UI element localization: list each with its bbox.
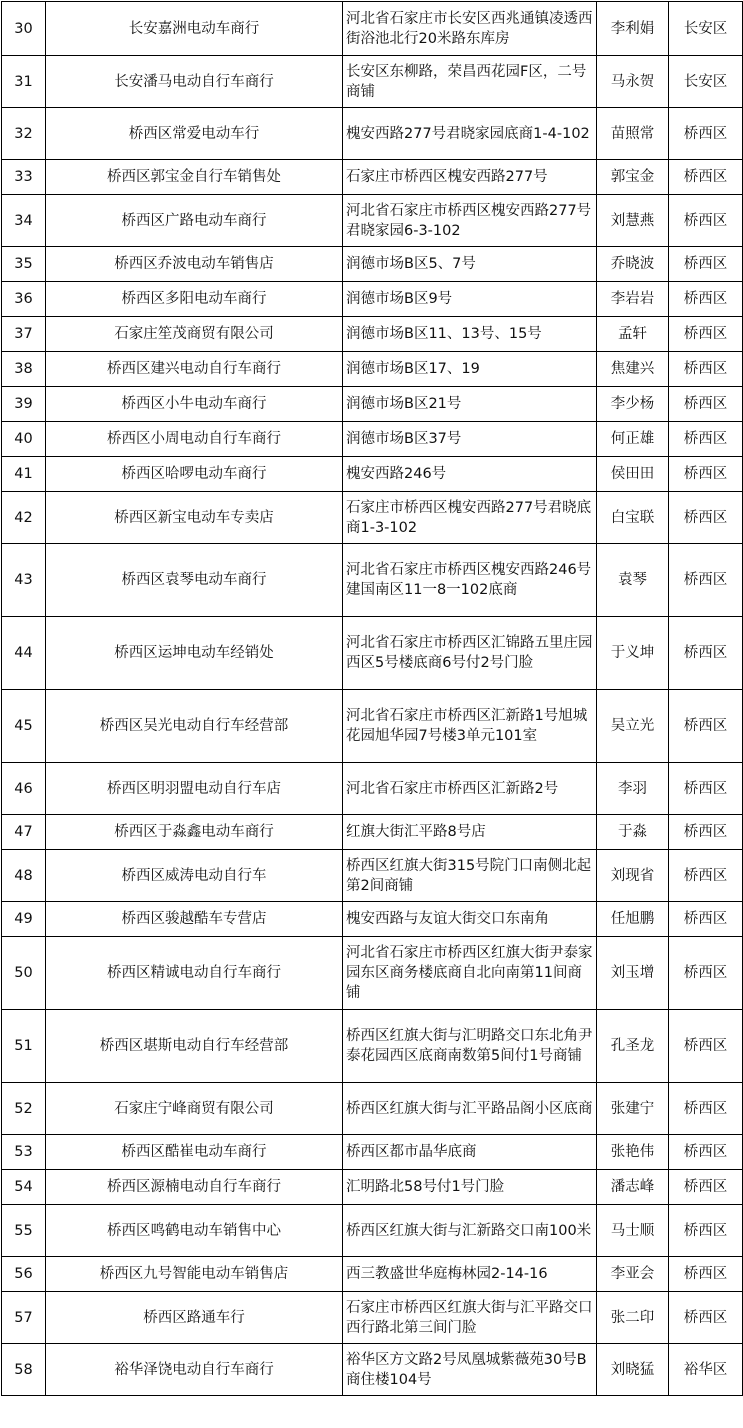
- district: 桥西区: [669, 195, 743, 247]
- row-number: 35: [2, 247, 46, 282]
- contact-person: 吴立光: [597, 690, 669, 763]
- shop-name: 长安潘马电动自行车商行: [46, 56, 343, 108]
- table-row: [2, 317, 743, 352]
- table-row: [2, 352, 743, 387]
- contact-person: 任旭鹏: [597, 902, 669, 937]
- shop-address: 河北省石家庄市桥西区槐安西路246号建国南区11一8一102底商: [343, 544, 597, 617]
- shop-name: 桥西区新宝电动车专卖店: [46, 492, 343, 544]
- contact-person: 孟轩: [597, 317, 669, 352]
- shop-name: 桥西区鸣鹤电动车销售中心: [46, 1205, 343, 1257]
- shop-name: 桥西区骏越酷车专营店: [46, 902, 343, 937]
- row-number: 44: [2, 617, 46, 690]
- table-row: [2, 763, 743, 815]
- row-number: 55: [2, 1205, 46, 1257]
- shop-address: 河北省石家庄市桥西区槐安西路277号君晓家园6-3-102: [343, 195, 597, 247]
- row-number: 45: [2, 690, 46, 763]
- table-row: [2, 850, 743, 902]
- table-row: [2, 1170, 743, 1205]
- district: 桥西区: [669, 850, 743, 902]
- district: 桥西区: [669, 937, 743, 1010]
- contact-person: 刘玉增: [597, 937, 669, 1010]
- table-row: [2, 1010, 743, 1083]
- contact-person: 乔晓波: [597, 247, 669, 282]
- district: 桥西区: [669, 317, 743, 352]
- row-number: 42: [2, 492, 46, 544]
- shop-address: 桥西区红旗大街与汇平路品阁小区底商: [343, 1083, 597, 1135]
- table-row: [2, 937, 743, 1010]
- shop-address: 桥西区都市晶华底商: [343, 1135, 597, 1170]
- district: 桥西区: [669, 387, 743, 422]
- shop-name: 桥西区哈啰电动车商行: [46, 457, 343, 492]
- shop-name: 裕华泽饶电动自行车商行: [46, 1344, 343, 1396]
- table-row: [2, 195, 743, 247]
- shop-address: 石家庄市桥西区槐安西路277号: [343, 160, 597, 195]
- shop-address: 西三教盛世华庭梅林园2-14-16: [343, 1257, 597, 1292]
- district: 桥西区: [669, 902, 743, 937]
- shop-address: 桥西区红旗大街与汇新路交口南100米: [343, 1205, 597, 1257]
- table-row: [2, 902, 743, 937]
- row-number: 36: [2, 282, 46, 317]
- shop-name: 桥西区乔波电动车销售店: [46, 247, 343, 282]
- row-number: 32: [2, 108, 46, 160]
- row-number: 38: [2, 352, 46, 387]
- row-number: 41: [2, 457, 46, 492]
- row-number: 37: [2, 317, 46, 352]
- contact-person: 孔圣龙: [597, 1010, 669, 1083]
- shop-address: 槐安西路246号: [343, 457, 597, 492]
- district: 桥西区: [669, 1083, 743, 1135]
- table-row: [2, 1205, 743, 1257]
- district: 桥西区: [669, 1170, 743, 1205]
- shop-name: 桥西区威涛电动自行车: [46, 850, 343, 902]
- shop-address: 汇明路北58号付1号门脸: [343, 1170, 597, 1205]
- shop-name: 桥西区于淼鑫电动车商行: [46, 815, 343, 850]
- contact-person: 白宝联: [597, 492, 669, 544]
- row-number: 51: [2, 1010, 46, 1083]
- table-body: [2, 2, 743, 1396]
- district: 桥西区: [669, 1257, 743, 1292]
- row-number: 53: [2, 1135, 46, 1170]
- contact-person: 张建宁: [597, 1083, 669, 1135]
- table-row: [2, 160, 743, 195]
- district: 桥西区: [669, 763, 743, 815]
- contact-person: 刘慧燕: [597, 195, 669, 247]
- row-number: 49: [2, 902, 46, 937]
- row-number: 48: [2, 850, 46, 902]
- shop-address: 润德市场B区21号: [343, 387, 597, 422]
- contact-person: 于义坤: [597, 617, 669, 690]
- row-number: 54: [2, 1170, 46, 1205]
- shop-address: 河北省石家庄市长安区西兆通镇凌透西街浴池北行20米路东库房: [343, 2, 597, 56]
- row-number: 57: [2, 1292, 46, 1344]
- shop-name: 桥西区广路电动车商行: [46, 195, 343, 247]
- district: 桥西区: [669, 108, 743, 160]
- table-row: [2, 457, 743, 492]
- row-number: 40: [2, 422, 46, 457]
- contact-person: 李岩岩: [597, 282, 669, 317]
- table-row: [2, 815, 743, 850]
- shop-name: 桥西区堪斯电动自行车经营部: [46, 1010, 343, 1083]
- table-row: [2, 1135, 743, 1170]
- shop-name: 桥西区源楠电动自行车商行: [46, 1170, 343, 1205]
- shop-name: 桥西区路通车行: [46, 1292, 343, 1344]
- shop-name: 桥西区常爱电动车行: [46, 108, 343, 160]
- shop-name: 桥西区吴光电动自行车经营部: [46, 690, 343, 763]
- district: 长安区: [669, 56, 743, 108]
- contact-person: 张二印: [597, 1292, 669, 1344]
- shop-address: 润德市场B区17、19: [343, 352, 597, 387]
- shop-name: 桥西区小周电动自行车商行: [46, 422, 343, 457]
- shop-address: 裕华区方文路2号凤凰城紫薇苑30号B商住楼104号: [343, 1344, 597, 1396]
- row-number: 43: [2, 544, 46, 617]
- row-number: 46: [2, 763, 46, 815]
- shop-address: 桥西区红旗大街与汇明路交口东北角尹泰花园西区底商南数第5间付1号商铺: [343, 1010, 597, 1083]
- contact-person: 何正雄: [597, 422, 669, 457]
- shop-address: 红旗大街汇平路8号店: [343, 815, 597, 850]
- contact-person: 刘晓猛: [597, 1344, 669, 1396]
- table-row: [2, 690, 743, 763]
- contact-person: 刘现省: [597, 850, 669, 902]
- district: 桥西区: [669, 1010, 743, 1083]
- contact-person: 苗照常: [597, 108, 669, 160]
- shop-name: 桥西区精诚电动自行车商行: [46, 937, 343, 1010]
- dealer-table: [1, 1, 743, 1396]
- district: 桥西区: [669, 1205, 743, 1257]
- shop-name: 桥西区运坤电动车经销处: [46, 617, 343, 690]
- table-row: [2, 2, 743, 56]
- row-number: 39: [2, 387, 46, 422]
- row-number: 34: [2, 195, 46, 247]
- contact-person: 潘志峰: [597, 1170, 669, 1205]
- shop-name: 石家庄宁峰商贸有限公司: [46, 1083, 343, 1135]
- shop-address: 润德市场B区9号: [343, 282, 597, 317]
- table-row: [2, 108, 743, 160]
- shop-address: 河北省石家庄市桥西区汇新路1号旭城花园旭华园7号楼3单元101室: [343, 690, 597, 763]
- contact-person: 郭宝金: [597, 160, 669, 195]
- contact-person: 于淼: [597, 815, 669, 850]
- contact-person: 李羽: [597, 763, 669, 815]
- table-row: [2, 247, 743, 282]
- district: 桥西区: [669, 815, 743, 850]
- shop-address: 润德市场B区5、7号: [343, 247, 597, 282]
- shop-name: 桥西区九号智能电动车销售店: [46, 1257, 343, 1292]
- row-number: 52: [2, 1083, 46, 1135]
- shop-address: 槐安西路277号君晓家园底商1-4-102: [343, 108, 597, 160]
- row-number: 31: [2, 56, 46, 108]
- contact-person: 李亚会: [597, 1257, 669, 1292]
- district: 桥西区: [669, 352, 743, 387]
- contact-person: 焦建兴: [597, 352, 669, 387]
- shop-address: 河北省石家庄市桥西区红旗大街尹泰家园东区商务楼底商自北向南第11间商铺: [343, 937, 597, 1010]
- table-row: [2, 387, 743, 422]
- contact-person: 李利娟: [597, 2, 669, 56]
- row-number: 33: [2, 160, 46, 195]
- district: 裕华区: [669, 1344, 743, 1396]
- district: 桥西区: [669, 690, 743, 763]
- district: 桥西区: [669, 544, 743, 617]
- row-number: 50: [2, 937, 46, 1010]
- shop-name: 桥西区袁琴电动车商行: [46, 544, 343, 617]
- shop-address: 长安区东柳路，荣昌西花园F区，二号商铺: [343, 56, 597, 108]
- district: 桥西区: [669, 247, 743, 282]
- contact-person: 袁琴: [597, 544, 669, 617]
- shop-name: 桥西区多阳电动车商行: [46, 282, 343, 317]
- shop-name: 桥西区明羽盟电动自行车店: [46, 763, 343, 815]
- shop-address: 河北省石家庄市桥西区汇新路2号: [343, 763, 597, 815]
- row-number: 47: [2, 815, 46, 850]
- table-row: [2, 617, 743, 690]
- district: 桥西区: [669, 1135, 743, 1170]
- district: 桥西区: [669, 422, 743, 457]
- shop-address: 石家庄市桥西区红旗大街与汇平路交口西行路北第三间门脸: [343, 1292, 597, 1344]
- shop-name: 桥西区郭宝金自行车销售处: [46, 160, 343, 195]
- shop-address: 桥西区红旗大街315号院门口南侧北起第2间商铺: [343, 850, 597, 902]
- shop-name: 桥西区酷崔电动车商行: [46, 1135, 343, 1170]
- contact-person: 李少杨: [597, 387, 669, 422]
- row-number: 56: [2, 1257, 46, 1292]
- district: 桥西区: [669, 282, 743, 317]
- shop-name: 桥西区小牛电动车商行: [46, 387, 343, 422]
- district: 桥西区: [669, 1292, 743, 1344]
- contact-person: 马永贺: [597, 56, 669, 108]
- table-row: [2, 282, 743, 317]
- shop-name: 长安嘉洲电动车商行: [46, 2, 343, 56]
- table-row: [2, 544, 743, 617]
- shop-address: 槐安西路与友谊大街交口东南角: [343, 902, 597, 937]
- table-row: [2, 422, 743, 457]
- table-row: [2, 1257, 743, 1292]
- shop-name: 石家庄笙茂商贸有限公司: [46, 317, 343, 352]
- table-row: [2, 492, 743, 544]
- table-row: [2, 56, 743, 108]
- table-row: [2, 1344, 743, 1396]
- district: 桥西区: [669, 617, 743, 690]
- contact-person: 侯田田: [597, 457, 669, 492]
- shop-address: 润德市场B区11、13号、15号: [343, 317, 597, 352]
- row-number: 30: [2, 2, 46, 56]
- table-row: [2, 1292, 743, 1344]
- shop-name: 桥西区建兴电动自行车商行: [46, 352, 343, 387]
- row-number: 58: [2, 1344, 46, 1396]
- district: 桥西区: [669, 160, 743, 195]
- shop-address: 河北省石家庄市桥西区汇锦路五里庄园西区5号楼底商6号付2号门脸: [343, 617, 597, 690]
- district: 桥西区: [669, 492, 743, 544]
- contact-person: 张艳伟: [597, 1135, 669, 1170]
- district: 桥西区: [669, 457, 743, 492]
- contact-person: 马士顺: [597, 1205, 669, 1257]
- table-row: [2, 1083, 743, 1135]
- shop-address: 润德市场B区37号: [343, 422, 597, 457]
- district: 长安区: [669, 2, 743, 56]
- shop-address: 石家庄市桥西区槐安西路277号君晓底商1-3-102: [343, 492, 597, 544]
